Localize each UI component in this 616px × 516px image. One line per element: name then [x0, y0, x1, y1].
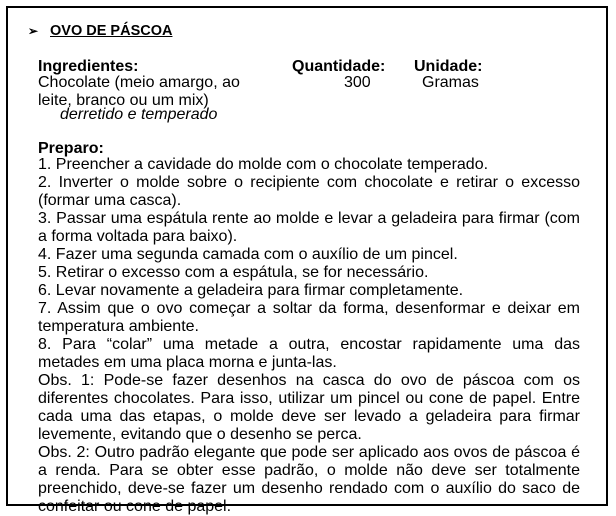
observations [38, 372, 580, 516]
prep-step: 7. Assim que o ovo começar a soltar da forma, desenformar e deixar em temperatura ambiente. [38, 300, 580, 335]
observation: Obs. 1: Pode-se fazer desenhos na casca do ovo de páscoa com os diferentes chocolates. Para isso, utilizar um pincel ou cone de papel. Entre cada uma das etapas, o molde deve ser levado a geladeira para firmar levemente, evitando que o desenho se perca. [38, 372, 580, 443]
ingredients-header: Ingredientes: [38, 58, 139, 75]
recipe-title-text: OVO DE PÁSCOA [50, 23, 173, 39]
unit-header: Unidade: [414, 58, 483, 75]
prep-step: 8. Para “colar” uma metade a outra, encostar rapidamente uma das metades em uma placa morna e junta-las. [38, 336, 580, 371]
prep-title: Preparo: [38, 140, 104, 157]
arrow-bullet-icon: ➢ [28, 24, 39, 38]
prep-step: 1. Preencher a cavidade do molde com o chocolate temperado. [38, 156, 489, 173]
quantity-header: Quantidade: [292, 58, 386, 75]
prep-steps [38, 156, 580, 372]
prep-step: 5. Retirar o excesso com a espátula, se for necessário. [38, 264, 429, 281]
ingredient-name: Chocolate (meio amargo, ao leite, branco ou um mix) [38, 74, 240, 109]
ingredient-unit: Gramas [422, 74, 479, 91]
document-frame [6, 6, 608, 515]
recipe-title [28, 23, 172, 39]
prep-step: 3. Passar uma espátula rente ao molde e levar a geladeira para firmar (com a forma voltada para baixo). [38, 210, 580, 245]
prep-step: 2. Inverter o molde sobre o recipiente com chocolate e retirar o excesso (formar uma casca). [38, 174, 580, 209]
prep-step: 4. Fazer uma segunda camada com o auxílio de um pincel. [38, 246, 458, 263]
prep-step: 6. Levar novamente a geladeira para firmar completamente. [38, 282, 464, 299]
ingredient-note: derretido e temperado [60, 106, 218, 123]
ingredient-quantity: 300 [344, 74, 371, 91]
observation: Obs. 2: Outro padrão elegante que pode ser aplicado aos ovos de páscoa é a renda. Para se obter esse padrão, o molde não deve ser totalmente preenchido, deve-se fazer um desenho rendado com o auxílio do saco de confeitar ou cone de papel. [38, 444, 580, 515]
